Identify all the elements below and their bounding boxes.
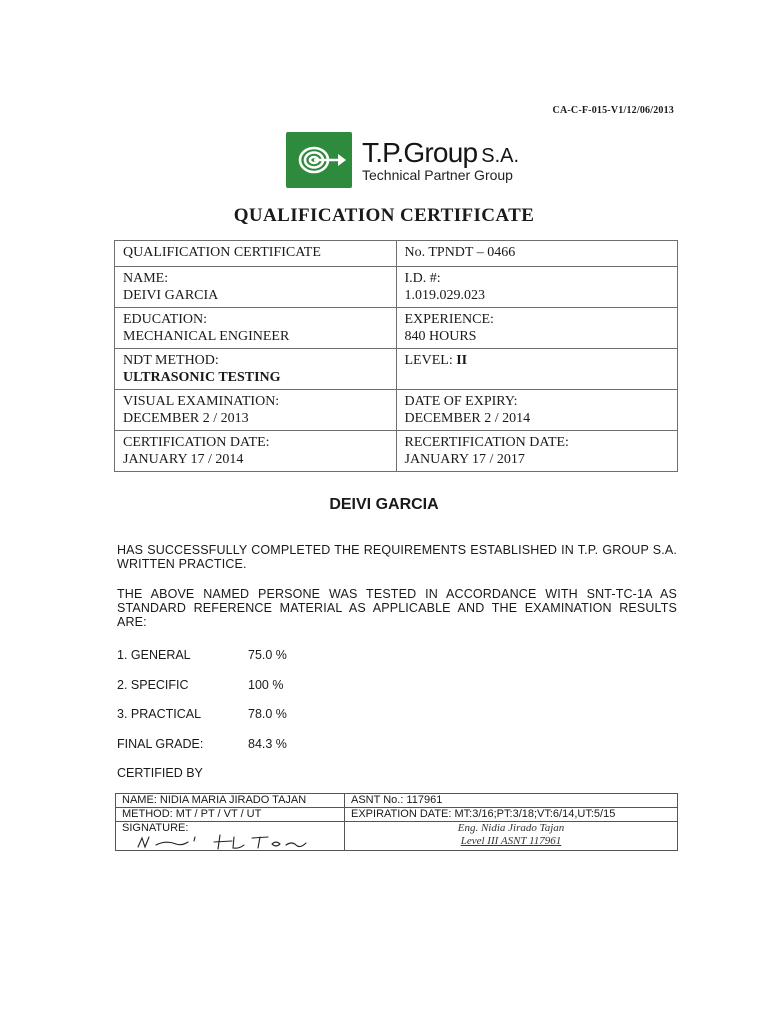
certificate-info-table [114, 240, 678, 472]
logo-tagline: Technical Partner Group [362, 166, 513, 183]
cell-label: EDUCATION: [123, 312, 207, 327]
stamp-line: Level III ASNT 117961 [460, 835, 562, 847]
certifier-asnt: ASNT No.: 117961 [345, 794, 678, 808]
cell-value: 1.019.029.023 [404, 288, 485, 303]
table-row [115, 241, 678, 267]
cell-label: LEVEL: [404, 353, 453, 368]
table-row [116, 808, 678, 822]
cell-value: JANUARY 17 / 2017 [404, 452, 525, 467]
table-row [115, 308, 678, 349]
table-row [115, 390, 678, 431]
cell-label: NDT METHOD: [123, 353, 219, 368]
cell-label: I.D. #: [404, 271, 441, 286]
completion-statement: HAS SUCCESSFULLY COMPLETED THE REQUIREMENTS ESTABLISHED IN T.P. GROUP S.A. WRITTEN PRACTICE. [117, 543, 677, 571]
document-code: CA-C-F-015-V1/12/06/2013 [552, 105, 674, 116]
cell-label: CERTIFICATION DATE: [123, 435, 270, 450]
table-cell [115, 267, 397, 308]
cell-value: MECHANICAL ENGINEER [123, 329, 290, 344]
table-cell [396, 349, 678, 390]
table-row [115, 267, 678, 308]
table-cell [396, 431, 678, 472]
table-row [116, 822, 678, 851]
result-practical [117, 707, 287, 721]
table-cell [396, 390, 678, 431]
company-logo [286, 132, 519, 188]
cell-label: RECERTIFICATION DATE: [404, 435, 569, 450]
signature-label: SIGNATURE: [122, 822, 189, 834]
result-value: 100 % [248, 678, 284, 692]
level-value: II [456, 353, 468, 368]
signature-cell [116, 822, 345, 851]
result-value: 75.0 % [248, 648, 287, 662]
cell-label: NAME: [123, 271, 169, 286]
table-cell [396, 267, 678, 308]
result-value: 84.3 % [248, 737, 287, 751]
certifier-table [115, 793, 678, 851]
table-row [115, 349, 678, 390]
cell-label: EXPERIENCE: [404, 312, 494, 327]
table-cell [115, 390, 397, 431]
cell-value: DECEMBER 2 / 2013 [123, 411, 249, 426]
result-value: 78.0 % [248, 707, 287, 721]
certifier-stamp [345, 822, 678, 851]
table-cell [396, 241, 678, 267]
table-cell [115, 349, 397, 390]
cell-value: ULTRASONIC TESTING [123, 370, 281, 385]
table-row [116, 794, 678, 808]
cell-value: 840 HOURS [404, 329, 477, 344]
certified-by-heading: CERTIFIED BY [117, 766, 203, 780]
table-cell [396, 308, 678, 349]
table-cell [115, 431, 397, 472]
testing-statement: THE ABOVE NAMED PERSONE WAS TESTED IN ACCORDANCE WITH SNT-TC-1A AS STANDARD REFERENCE MATERIAL AS APPLICABLE AND THE EXAMINATION RESULTS ARE: [117, 587, 677, 629]
certifier-name: NAME: NIDIA MARIA JIRADO TAJAN [116, 794, 345, 808]
stamp-line: Eng. Nidia Jirado Tajan [457, 822, 565, 834]
table-cell [115, 308, 397, 349]
result-specific [117, 678, 283, 692]
certifier-expiration: EXPIRATION DATE: MT:3/16;PT:3/18;VT:6/14,UT:5/15 [345, 808, 678, 822]
table-row [115, 431, 678, 472]
result-label: 1. GENERAL [117, 648, 191, 662]
result-label: 3. PRACTICAL [117, 707, 202, 721]
logo-suffix: S.A. [481, 144, 520, 167]
table-cell [115, 241, 397, 267]
cell-label: DATE OF EXPIRY: [404, 394, 518, 409]
holder-name: DEIVI GARCIA [329, 496, 439, 513]
result-label: 2. SPECIFIC [117, 678, 189, 692]
handwritten-signature [136, 833, 326, 851]
cell-label: VISUAL EXAMINATION: [123, 394, 280, 409]
certifier-method: METHOD: MT / PT / VT / UT [116, 808, 345, 822]
page-title: QUALIFICATION CERTIFICATE [233, 205, 535, 226]
logo-name: T.P.Group [362, 136, 478, 168]
cell-value: DEIVI GARCIA [123, 288, 219, 303]
spiral-arrow-icon [286, 132, 352, 188]
cell-value: JANUARY 17 / 2014 [123, 452, 244, 467]
cell-text: No. TPNDT – 0466 [404, 245, 516, 260]
cell-value: DECEMBER 2 / 2014 [404, 411, 531, 426]
result-final-grade [117, 737, 287, 751]
result-label: FINAL GRADE: [117, 737, 204, 751]
result-general [117, 648, 287, 662]
cell-text: QUALIFICATION CERTIFICATE [123, 245, 321, 260]
